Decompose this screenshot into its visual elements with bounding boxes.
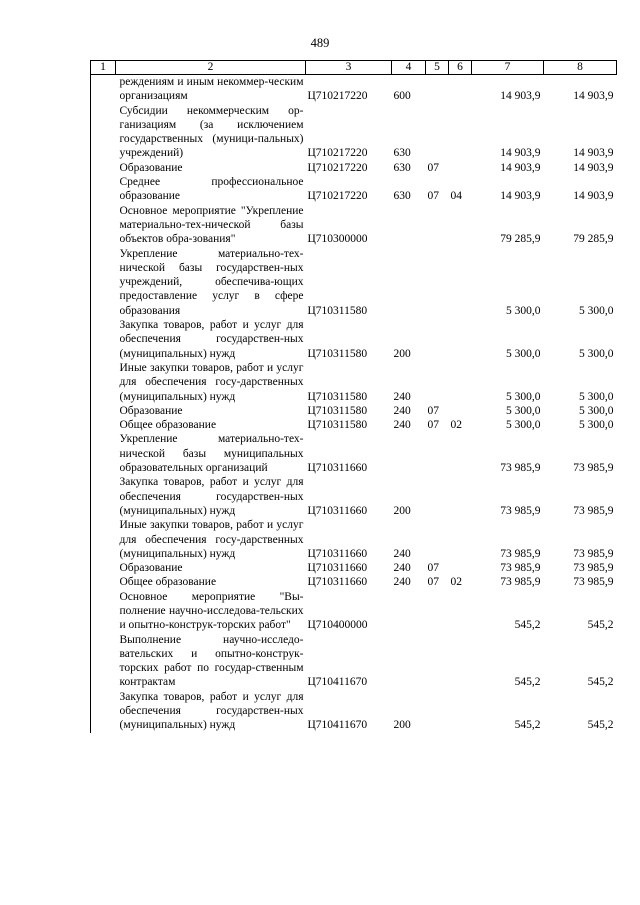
row-code: Ц710217220 [307, 90, 368, 103]
row-index-cell [91, 432, 116, 475]
row-expense-type: 240 [393, 404, 411, 417]
row-code: Ц710300000 [307, 233, 368, 246]
table-row [91, 418, 617, 432]
row-name: Закупка товаров, работ и услуг для обеспечения государствен-ных (муниципальных) нужд [119, 690, 304, 732]
col-header-4: 4 [392, 61, 426, 75]
row-amount-col7: 73 985,9 [500, 547, 541, 560]
col-header-3: 3 [306, 61, 392, 75]
row-subsection [449, 361, 472, 404]
row-amount-col8: 14 903,9 [573, 147, 614, 160]
row-code: Ц710311580 [307, 419, 368, 432]
row-subsection [449, 590, 472, 633]
row-index-cell [91, 361, 116, 404]
row-expense-type: 600 [393, 90, 411, 103]
row-amount-col7: 79 285,9 [500, 233, 541, 246]
row-index-cell [91, 475, 116, 518]
row-expense-type [392, 633, 426, 690]
row-expense-type [392, 247, 426, 318]
row-amount-col7: 14 903,9 [500, 147, 541, 160]
row-code: Ц710217220 [307, 161, 368, 174]
row-section: 07 [427, 404, 439, 417]
row-code: Ц710311660 [307, 576, 368, 589]
row-expense-type: 240 [393, 562, 411, 575]
row-subsection [449, 318, 472, 361]
row-amount-col8: 73 985,9 [573, 576, 614, 589]
table-row [91, 518, 617, 561]
table-row [91, 633, 617, 690]
row-name: Выполнение научно-исследо-вательских и опытно-конструк-торских работ по государ-ственным контрактам [119, 633, 304, 689]
row-index-cell [91, 633, 116, 690]
row-expense-type: 240 [393, 390, 411, 403]
row-code: Ц710311660 [307, 562, 368, 575]
row-name: Укрепление материально-тех-нической базы государствен-ных учреждений, обеспечива-ющих предоставление услуг в сфере образования [119, 247, 304, 317]
row-section [426, 318, 449, 361]
row-section: 07 [427, 161, 439, 174]
row-amount-col8: 5 300,0 [579, 304, 614, 317]
row-code: Ц710311580 [307, 404, 368, 417]
row-amount-col8: 5 300,0 [579, 390, 614, 403]
col-header-8: 8 [544, 61, 617, 75]
row-amount-col7: 5 300,0 [506, 347, 541, 360]
row-amount-col8: 5 300,0 [579, 404, 614, 417]
row-name: Иные закупки товаров, работ и услуг для обеспечения госу-дарственных (муниципальных) нужд [119, 519, 304, 560]
row-expense-type [392, 204, 426, 247]
row-amount-col8: 14 903,9 [573, 190, 614, 203]
row-section [426, 518, 449, 561]
row-amount-col8: 14 903,9 [573, 90, 614, 103]
row-index-cell [91, 204, 116, 247]
row-amount-col7: 545,2 [514, 719, 541, 732]
row-name: Основное мероприятие "Вы-полнение научно-исследова-тельских и опытно-конструк-торских работ" [119, 590, 304, 632]
row-section [426, 361, 449, 404]
table-row [91, 175, 617, 204]
row-subsection [449, 690, 472, 733]
row-amount-col8: 73 985,9 [573, 547, 614, 560]
row-amount-col8: 545,2 [587, 619, 614, 632]
row-expense-type: 200 [393, 719, 411, 732]
row-expense-type: 240 [393, 419, 411, 432]
row-section [426, 432, 449, 475]
row-name: Иные закупки товаров, работ и услуг для обеспечения госу-дарственных (муниципальных) нужд [119, 361, 304, 403]
row-subsection [449, 75, 472, 104]
col-header-2: 2 [116, 61, 306, 75]
row-subsection [449, 204, 472, 247]
row-code: Ц710311660 [307, 504, 368, 517]
row-expense-type: 630 [393, 147, 411, 160]
col-header-6: 6 [449, 61, 472, 75]
row-section [426, 475, 449, 518]
row-section: 07 [427, 576, 439, 589]
row-amount-col7: 73 985,9 [500, 504, 541, 517]
table-body [91, 75, 617, 733]
row-code: Ц710311580 [307, 390, 368, 403]
row-name: Закупка товаров, работ и услуг для обеспечения государствен-ных (муниципальных) нужд [119, 476, 304, 517]
row-expense-type: 630 [393, 161, 411, 174]
row-subsection [449, 404, 472, 418]
table-row [91, 432, 617, 475]
row-name: Образование [119, 562, 183, 575]
row-amount-col7: 14 903,9 [500, 161, 541, 174]
table-row [91, 690, 617, 733]
page-number: 489 [310, 36, 330, 50]
row-section: 07 [427, 190, 439, 203]
row-section: 07 [427, 562, 439, 575]
row-section: 07 [427, 419, 439, 432]
row-index-cell [91, 418, 116, 432]
row-amount-col7: 14 903,9 [500, 90, 541, 103]
row-amount-col8: 5 300,0 [579, 347, 614, 360]
row-name: Общее образование [119, 419, 217, 432]
row-code: Ц710411670 [307, 676, 368, 689]
row-amount-col8: 5 300,0 [579, 419, 614, 432]
row-expense-type [392, 590, 426, 633]
row-amount-col8: 545,2 [587, 719, 614, 732]
table-row [91, 75, 617, 104]
row-amount-col8: 545,2 [587, 676, 614, 689]
row-index-cell [91, 561, 116, 575]
row-amount-col8: 73 985,9 [573, 462, 614, 475]
row-subsection: 02 [450, 419, 462, 432]
row-code: Ц710411670 [307, 719, 368, 732]
table-row [91, 561, 617, 575]
col-header-5: 5 [426, 61, 449, 75]
row-amount-col8: 73 985,9 [573, 562, 614, 575]
row-subsection [449, 633, 472, 690]
row-subsection [449, 432, 472, 475]
row-amount-col8: 14 903,9 [573, 161, 614, 174]
row-name: Общее образование [119, 576, 217, 589]
row-subsection [449, 475, 472, 518]
table-row [91, 247, 617, 318]
row-expense-type: 240 [393, 547, 411, 560]
row-amount-col7: 73 985,9 [500, 562, 541, 575]
table-row [91, 104, 617, 161]
column-number-header [91, 61, 617, 75]
row-expense-type: 630 [393, 190, 411, 203]
row-subsection [449, 247, 472, 318]
row-section [426, 247, 449, 318]
row-amount-col7: 73 985,9 [500, 462, 541, 475]
row-amount-col7: 5 300,0 [506, 390, 541, 403]
row-name: Закупка товаров, работ и услуг для обеспечения государствен-ных (муниципальных) нужд [119, 319, 304, 360]
row-amount-col7: 73 985,9 [500, 576, 541, 589]
table-row [91, 204, 617, 247]
row-section [426, 690, 449, 733]
row-subsection: 04 [450, 190, 462, 203]
row-name: реждениям и иным некоммер-ческим организациям [119, 76, 304, 103]
row-amount-col7: 5 300,0 [506, 304, 541, 317]
row-subsection [449, 161, 472, 175]
row-name: Образование [119, 404, 183, 417]
table-row [91, 590, 617, 633]
row-index-cell [91, 75, 116, 104]
row-amount-col7: 545,2 [514, 619, 541, 632]
col-header-7: 7 [472, 61, 544, 75]
row-index-cell [91, 575, 116, 589]
row-expense-type: 200 [393, 504, 411, 517]
row-code: Ц710311580 [307, 347, 368, 360]
row-name: Укрепление материально-тех-нической базы муниципальных образовательных организаций [119, 433, 304, 475]
row-amount-col7: 5 300,0 [506, 404, 541, 417]
table-row [91, 318, 617, 361]
row-code: Ц710311660 [307, 462, 368, 475]
row-subsection: 02 [450, 576, 462, 589]
row-expense-type [392, 432, 426, 475]
table-row [91, 161, 617, 175]
row-amount-col8: 79 285,9 [573, 233, 614, 246]
row-name: Основное мероприятие "Укрепление материально-тех-нической базы объектов обра-зования" [119, 204, 304, 246]
row-index-cell [91, 518, 116, 561]
row-amount-col7: 14 903,9 [500, 190, 541, 203]
row-subsection [449, 561, 472, 575]
row-section [426, 104, 449, 161]
row-code: Ц710311580 [307, 304, 368, 317]
row-expense-type: 200 [393, 347, 411, 360]
row-code: Ц710217220 [307, 190, 368, 203]
row-index-cell [91, 247, 116, 318]
row-section [426, 75, 449, 104]
table-row [91, 575, 617, 589]
row-index-cell [91, 690, 116, 733]
row-index-cell [91, 104, 116, 161]
row-name: Образование [119, 161, 183, 174]
row-index-cell [91, 590, 116, 633]
row-index-cell [91, 318, 116, 361]
row-index-cell [91, 175, 116, 204]
table-row [91, 475, 617, 518]
row-amount-col7: 545,2 [514, 676, 541, 689]
row-code: Ц710217220 [307, 147, 368, 160]
row-code: Ц710311660 [307, 547, 368, 560]
row-index-cell [91, 404, 116, 418]
row-subsection [449, 104, 472, 161]
row-subsection [449, 518, 472, 561]
row-section [426, 590, 449, 633]
row-expense-type: 240 [393, 576, 411, 589]
row-code: Ц710400000 [307, 619, 368, 632]
table-row [91, 404, 617, 418]
table-row [91, 361, 617, 404]
row-section [426, 633, 449, 690]
row-name: Среднее профессиональное образование [119, 176, 304, 203]
col-header-1: 1 [91, 61, 116, 75]
row-name: Субсидии некоммерческим ор-ганизациям (за исключением государственных (муници-пальных) учреждений) [119, 104, 304, 160]
row-amount-col8: 73 985,9 [573, 504, 614, 517]
row-section [426, 204, 449, 247]
row-index-cell [91, 161, 116, 175]
budget-table [90, 60, 617, 733]
row-amount-col7: 5 300,0 [506, 419, 541, 432]
